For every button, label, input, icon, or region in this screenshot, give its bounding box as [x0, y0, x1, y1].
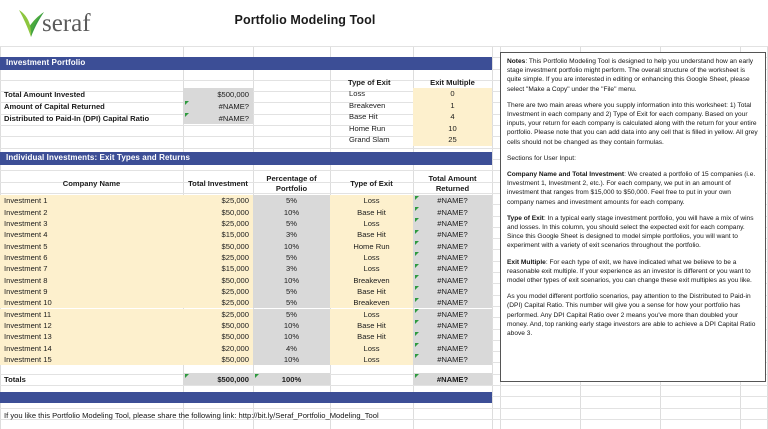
investment-cell-company[interactable]: Investment 1 — [0, 195, 183, 206]
investment-cell-returned: #NAME? — [413, 229, 492, 240]
investment-cell-company[interactable]: Investment 5 — [0, 240, 183, 251]
investment-cell-exit[interactable]: Base Hit — [330, 206, 413, 217]
exit-multiple-cell[interactable]: 4 — [413, 111, 492, 123]
investment-cell-company[interactable]: Investment 9 — [0, 286, 183, 297]
summary-row-label: Distributed to Paid-In (DPI) Capital Ratio — [4, 113, 150, 123]
investment-cell-percentage: 10% — [253, 331, 330, 342]
investment-cell-percentage: 10% — [253, 240, 330, 251]
investment-cell-company[interactable]: Investment 12 — [0, 320, 183, 331]
investment-cell-returned: #NAME? — [413, 354, 492, 365]
exit-multiple-header-multiple: Exit Multiple — [430, 78, 475, 87]
investment-cell-returned: #NAME? — [413, 297, 492, 308]
comment-marker-icon — [415, 252, 419, 256]
investment-cell-returned: #NAME? — [413, 331, 492, 342]
investment-cell-investment[interactable]: $50,000 — [183, 354, 253, 365]
investment-cell-percentage: 5% — [253, 297, 330, 308]
investment-cell-investment[interactable]: $50,000 — [183, 331, 253, 342]
investment-cell-investment[interactable]: $20,000 — [183, 343, 253, 354]
column-header-percentage — [253, 174, 330, 193]
investment-cell-investment[interactable]: $15,000 — [183, 229, 253, 240]
comment-marker-icon — [415, 275, 419, 279]
percentage-line1: Percentage of — [266, 174, 317, 183]
percentage-line2: Portfolio — [275, 183, 308, 193]
column-header-company-name: Company Name — [62, 178, 121, 188]
investment-cell-company[interactable]: Investment 11 — [0, 309, 183, 320]
exit-type-cell: Base Hit — [349, 112, 378, 122]
investment-cell-percentage: 10% — [253, 206, 330, 217]
investment-cell-returned: #NAME? — [413, 195, 492, 206]
investment-cell-percentage: 3% — [253, 229, 330, 240]
notes-lead-in: Company Name and Total Investment — [507, 171, 625, 179]
investment-cell-percentage: 10% — [253, 320, 330, 331]
comment-marker-icon — [415, 354, 419, 358]
exit-multiple-header-type: Type of Exit — [348, 78, 391, 87]
investment-cell-investment[interactable]: $25,000 — [183, 286, 253, 297]
investment-cell-investment[interactable]: $50,000 — [183, 206, 253, 217]
investment-cell-percentage: 5% — [253, 218, 330, 229]
gridline-horizontal — [0, 408, 768, 409]
investment-cell-returned: #NAME? — [413, 309, 492, 320]
investment-cell-investment[interactable]: $25,000 — [183, 309, 253, 320]
investment-cell-company[interactable]: Investment 4 — [0, 229, 183, 240]
notes-paragraph: There are two main areas where you supply information into this worksheet: 1) Total Investment in each company and 2) Type of Exit for each company. Based on your inputs, your return for each company is calculated along with the return for your entire portfolio. Please note that you can add data into any cell that is filled in yellow. All grey cells should not be changed as they contain formulas. — [507, 101, 758, 146]
comment-marker-icon — [415, 298, 419, 302]
exit-type-cell: Breakeven — [349, 100, 386, 110]
footer-share-link[interactable]: If you like this Portfolio Modeling Tool, please share the following link: http://bit.ly/Seraf_Portfolio_Modeling_Tool — [4, 411, 379, 420]
returned-line2: Returned — [435, 183, 470, 193]
notes-panel — [500, 52, 766, 382]
comment-marker-icon — [415, 230, 419, 234]
notes-paragraph: Type of Exit: In a typical early stage investment portfolio, you will have a mix of wins and losses. In this column, you should select the expected exit for each company. Since this Google Sheet is designed to model simple portfolios, you will want to experiment with a variety of exit scenarios throughout the portfolio. — [507, 214, 754, 250]
investment-cell-company[interactable]: Investment 13 — [0, 331, 183, 342]
document-masthead — [0, 0, 768, 46]
page-title: Portfolio Modeling Tool — [234, 13, 376, 27]
comment-marker-icon — [415, 343, 419, 347]
comment-marker-icon — [415, 218, 419, 222]
investment-cell-exit[interactable]: Base Hit — [330, 286, 413, 297]
logo-wordmark: seraf — [42, 10, 91, 37]
section-bar-bottom — [0, 392, 492, 403]
notes-paragraph: Notes: This Portfolio Modeling Tool is designed to help you understand how an early stage investment portfolio might perform. The overall structure of the worksheet is quite simple. If you are interested in editing or enhancing this Google Sheet, please select "Make a Copy" under the "File" menu. — [507, 58, 754, 93]
comment-marker-icon — [185, 101, 189, 105]
investment-cell-exit[interactable]: Loss — [330, 343, 413, 354]
notes-lead-in: Exit Multiple — [507, 258, 546, 266]
investment-cell-investment[interactable]: $25,000 — [183, 252, 253, 263]
notes-paragraph: Company Name and Total Investment: We created a portfolio of 15 companies (i.e. Investment 1, Investment 2, etc.). For each company, we put in an amount of investment that ranges from $15,000 to $50,000. Feel free to put in your own company names and investment amounts for each company. — [507, 171, 756, 206]
investment-cell-returned: #NAME? — [413, 320, 492, 331]
exit-type-cell: Grand Slam — [349, 135, 390, 145]
investment-cell-investment[interactable]: $25,000 — [183, 195, 253, 206]
notes-lead-in: Notes — [507, 58, 526, 65]
gridline-vertical — [492, 0, 493, 429]
column-header-exit-type: Type of Exit — [350, 178, 393, 188]
summary-row-label: Total Amount Invested — [4, 89, 86, 99]
notes-paragraph: As you model different portfolio scenarios, pay attention to the Distributed to Paid-in (DPI) Capital Ratio. This number will give you a sense for how your portfolio has performed. Any DPI Capital Ratio over 2 means you've more than doubled your money. And, top ranking early stage investors are able to achieve a DPI Capital Ratio above 3. — [507, 293, 756, 338]
investment-cell-returned: #NAME? — [413, 274, 492, 285]
investment-cell-percentage: 5% — [253, 286, 330, 297]
investment-cell-investment[interactable]: $25,000 — [183, 218, 253, 229]
investment-cell-exit[interactable]: Loss — [330, 195, 413, 206]
investment-cell-investment[interactable]: $50,000 — [183, 320, 253, 331]
investment-cell-exit[interactable]: Loss — [330, 309, 413, 320]
comment-marker-icon — [415, 264, 419, 268]
investment-cell-percentage: 4% — [253, 343, 330, 354]
investment-cell-returned: #NAME? — [413, 343, 492, 354]
comment-marker-icon — [415, 332, 419, 336]
investment-cell-returned: #NAME? — [413, 263, 492, 274]
comment-marker-icon — [185, 374, 189, 378]
investment-cell-investment[interactable]: $25,000 — [183, 297, 253, 308]
investment-cell-percentage: 5% — [253, 252, 330, 263]
returned-line1: Total Amount — [428, 174, 477, 183]
investment-cell-investment[interactable]: $15,000 — [183, 263, 253, 274]
column-header-total-returned — [413, 174, 492, 193]
summary-row-value: $500,000 — [183, 88, 253, 100]
investment-cell-exit[interactable]: Base Hit — [330, 320, 413, 331]
summary-row-value: #NAME? — [183, 112, 253, 124]
investment-cell-exit[interactable]: Loss — [330, 354, 413, 365]
investment-cell-company[interactable]: Investment 8 — [0, 274, 183, 285]
comment-marker-icon — [415, 241, 419, 245]
investment-cell-exit[interactable]: Loss — [330, 263, 413, 274]
investment-cell-exit[interactable]: Loss — [330, 218, 413, 229]
investment-cell-percentage: 5% — [253, 309, 330, 320]
totals-investment: $500,000 — [183, 373, 253, 385]
gridline-horizontal — [0, 46, 768, 47]
comment-marker-icon — [415, 309, 419, 313]
notes-paragraph: Sections for User Input: — [507, 154, 576, 162]
summary-row-value: #NAME? — [183, 100, 253, 112]
investment-cell-exit[interactable]: Base Hit — [330, 229, 413, 240]
investment-cell-company[interactable]: Investment 2 — [0, 206, 183, 217]
totals-label: Totals — [4, 374, 26, 384]
investment-cell-percentage: 10% — [253, 274, 330, 285]
investment-cell-investment[interactable]: $50,000 — [183, 240, 253, 251]
comment-marker-icon — [415, 207, 419, 211]
investment-cell-investment[interactable]: $50,000 — [183, 274, 253, 285]
investment-cell-percentage: 5% — [253, 195, 330, 206]
comment-marker-icon — [415, 286, 419, 290]
investment-cell-company[interactable]: Investment 3 — [0, 218, 183, 229]
investment-cell-company[interactable]: Investment 7 — [0, 263, 183, 274]
investment-cell-company[interactable]: Investment 14 — [0, 343, 183, 354]
totals-returned: #NAME? — [413, 373, 492, 385]
section-header-individual-investments: Individual Investments: Exit Types and Returns — [0, 152, 492, 165]
investment-cell-returned: #NAME? — [413, 252, 492, 263]
exit-type-cell: Loss — [349, 89, 366, 99]
section-header-investment-portfolio: Investment Portfolio — [0, 57, 492, 70]
column-header-total-investment: Total Investment — [188, 178, 248, 188]
comment-marker-icon — [415, 196, 419, 200]
investment-cell-company[interactable]: Investment 6 — [0, 252, 183, 263]
investment-cell-exit[interactable]: Home Run — [330, 240, 413, 251]
exit-multiple-cell[interactable]: 0 — [413, 88, 492, 100]
comment-marker-icon — [185, 113, 189, 117]
exit-multiple-cell[interactable]: 1 — [413, 100, 492, 112]
investment-cell-exit[interactable]: Breakeven — [330, 274, 413, 285]
investment-cell-returned: #NAME? — [413, 286, 492, 297]
investment-cell-returned: #NAME? — [413, 240, 492, 251]
investment-cell-exit[interactable]: Base Hit — [330, 331, 413, 342]
exit-type-cell: Home Run — [349, 123, 386, 133]
exit-multiple-cell[interactable]: 25 — [413, 134, 492, 146]
investment-cell-company[interactable]: Investment 10 — [0, 297, 183, 308]
investment-cell-returned: #NAME? — [413, 206, 492, 217]
investment-cell-percentage: 3% — [253, 263, 330, 274]
summary-row-label: Amount of Capital Returned — [4, 101, 105, 111]
investment-cell-percentage: 10% — [253, 354, 330, 365]
totals-exit — [330, 373, 413, 385]
investment-cell-exit[interactable]: Breakeven — [330, 297, 413, 308]
investment-cell-company[interactable]: Investment 15 — [0, 354, 183, 365]
seraf-logo — [16, 6, 132, 42]
comment-marker-icon — [415, 320, 419, 324]
notes-lead-in: Type of Exit — [507, 214, 544, 222]
comment-marker-icon — [415, 374, 419, 378]
comment-marker-icon — [255, 374, 259, 378]
investment-cell-exit[interactable]: Loss — [330, 252, 413, 263]
totals-percentage: 100% — [253, 373, 330, 385]
exit-multiple-cell[interactable]: 10 — [413, 123, 492, 135]
notes-paragraph: Exit Multiple: For each type of exit, we have indicated what we believe to be a reasonable exit multiple. If your experience as an investor is different or you want to model other types of exit scenarios, you can change these exit multiples as you like. — [507, 258, 752, 285]
investment-cell-returned: #NAME? — [413, 218, 492, 229]
